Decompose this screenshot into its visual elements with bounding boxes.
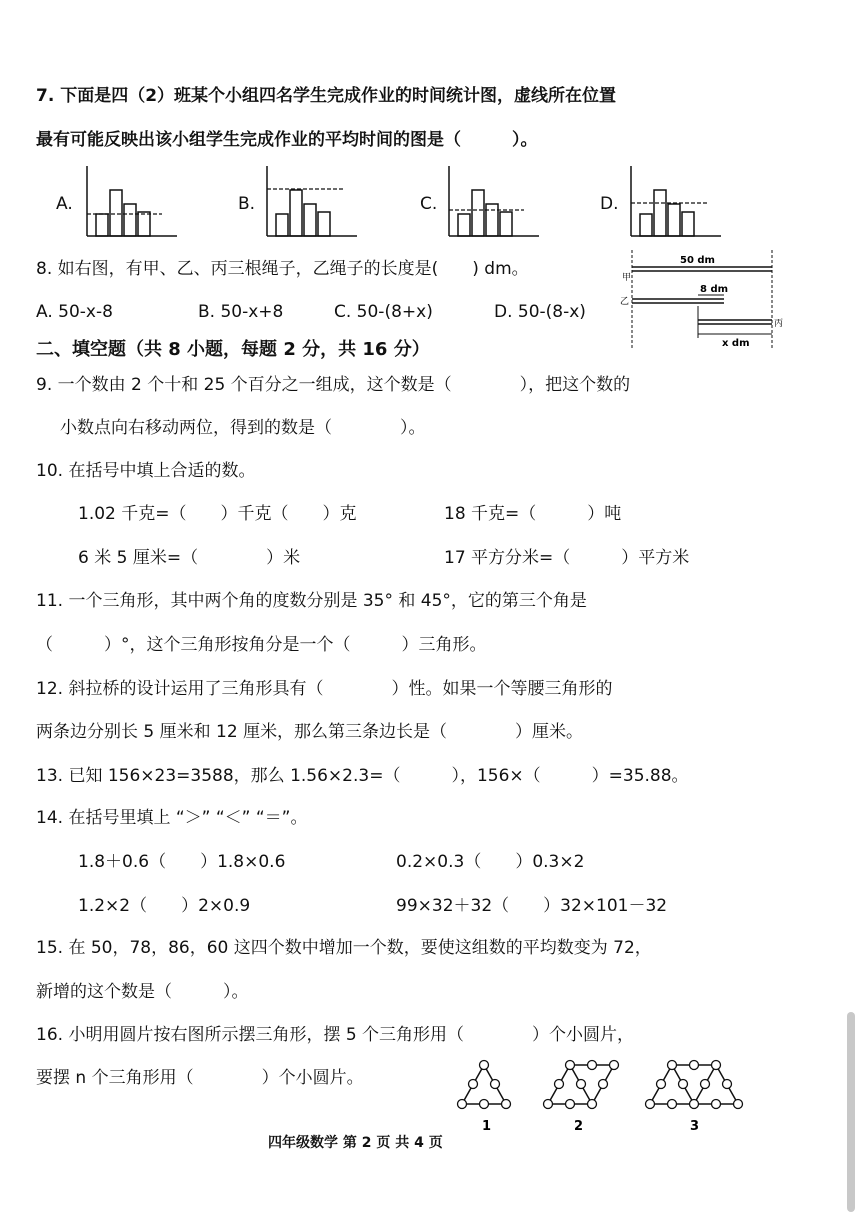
q7-option-b-label: B.: [238, 194, 256, 214]
q14-stem: 14. 在括号里填上 “＞” “＜” “＝”。: [36, 808, 308, 828]
q16-figure-label-1: 1: [482, 1119, 492, 1134]
q10-stem: 10. 在括号中填上合适的数。: [36, 461, 256, 481]
q8-rope-figure: [612, 246, 792, 352]
q8-option-d: D. 50-(8-x): [494, 302, 586, 322]
q10-b: 18 千克=（ ）吨: [444, 504, 622, 524]
q7-chart-a: [82, 162, 180, 242]
q13-line1: 13. 已知 156×23=3588，那么 1.56×2.3=（ ），156×（ ）=35.88。: [36, 766, 689, 786]
q11-line2: （ ）°，这个三角形按角分是一个（ ）三角形。: [36, 635, 487, 655]
q16-pattern-3: [646, 1061, 743, 1109]
q7-chart-b: [262, 162, 360, 242]
q10-a: 1.02 千克=（ ）千克（ ）克: [78, 504, 357, 524]
q8-option-b: B. 50-x+8: [198, 302, 284, 322]
q16-line2: 要摆 n 个三角形用（ ）个小圆片。: [36, 1068, 364, 1088]
q7-line2: 最有可能反映出该小组学生完成作业的平均时间的图是（ ）。: [36, 130, 538, 150]
q14-a: 1.8＋0.6（ ）1.8×0.6: [78, 852, 286, 872]
q12-line1: 12. 斜拉桥的设计运用了三角形具有（ ）性。如果一个等腰三角形的: [36, 679, 613, 699]
q7-option-c-label: C.: [420, 194, 438, 214]
scrollbar-thumb[interactable]: [847, 1012, 855, 1212]
q11-line1: 11. 一个三角形，其中两个角的度数分别是 35° 和 45°，它的第三个角是: [36, 591, 587, 611]
q7-chart-c: [444, 162, 542, 242]
q7-option-d-label: D.: [600, 194, 619, 214]
section2-title: 二、填空题（共 8 小题，每题 2 分，共 16 分）: [36, 339, 430, 360]
q12-line2: 两条边分别长 5 厘米和 12 厘米，那么第三条边长是（ ）厘米。: [36, 722, 584, 742]
q8-label-jia: 甲: [622, 273, 632, 283]
q14-d: 99×32＋32（ ）32×101－32: [396, 896, 668, 916]
q8-option-a: A. 50-x-8: [36, 302, 113, 322]
q16-triangle-pattern-figure: [452, 1058, 752, 1140]
q14-c: 1.2×2（ ）2×0.9: [78, 896, 251, 916]
q14-b: 0.2×0.3（ ）0.3×2: [396, 852, 585, 872]
q10-d: 17 平方分米=（ ）平方米: [444, 548, 690, 568]
q9-line1: 9. 一个数由 2 个十和 25 个百分之一组成，这个数是（ ），把这个数的: [36, 375, 631, 395]
q16-line1: 16. 小明用圆片按右图所示摆三角形，摆 5 个三角形用（ ）个小圆片，: [36, 1025, 635, 1045]
q15-line2: 新增的这个数是（ ）。: [36, 982, 249, 1002]
q7-chart-d: [626, 162, 724, 242]
q15-line1: 15. 在 50，78，86，60 这四个数中增加一个数，要使这组数的平均数变为 72，: [36, 938, 652, 958]
q10-c: 6 米 5 厘米=（ ）米: [78, 548, 301, 568]
q16-pattern-1: [458, 1061, 511, 1109]
q8-len-bottom: x dm: [722, 338, 750, 349]
q8-option-c: C. 50-(8+x): [334, 302, 433, 322]
q8-label-yi: 乙: [620, 297, 630, 307]
q8-len-mid: 8 dm: [700, 284, 729, 295]
q16-figure-label-3: 3: [690, 1119, 700, 1134]
q7-option-a-label: A.: [56, 194, 73, 214]
q16-figure-label-2: 2: [574, 1119, 584, 1134]
page-footer: 四年级数学 第 2 页 共 4 页: [268, 1135, 443, 1151]
q9-line2: 小数点向右移动两位，得到的数是（ ）。: [60, 418, 426, 438]
q16-pattern-2: [544, 1061, 619, 1109]
q8-label-bing: 丙: [774, 319, 784, 329]
q7-line1: 7. 下面是四（2）班某个小组四名学生完成作业的时间统计图，虚线所在位置: [36, 86, 617, 106]
q8-stem: 8. 如右图，有甲、乙、丙三根绳子，乙绳子的长度是( ) dm。: [36, 259, 529, 279]
q8-len-top: 50 dm: [680, 255, 715, 266]
